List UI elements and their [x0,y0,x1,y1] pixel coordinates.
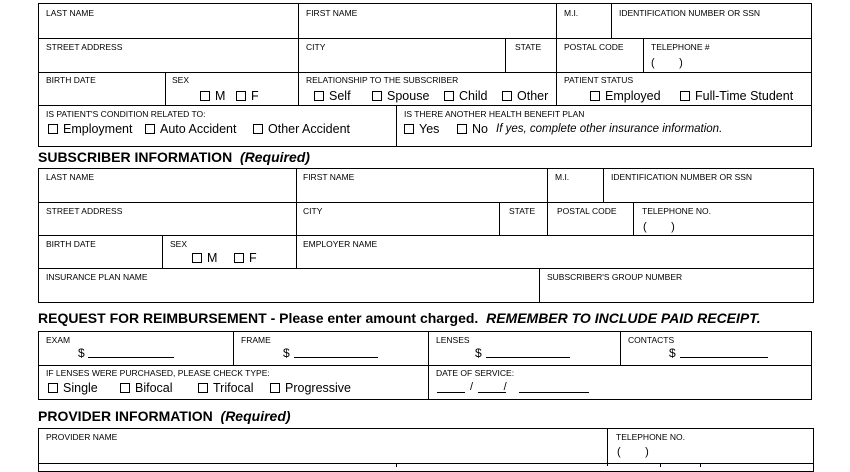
patient-postal-label: POSTAL CODE [564,42,624,52]
patient-sex-label: SEX [172,75,190,85]
relationship-spouse-checkbox[interactable] [372,89,429,103]
subscriber-street-label: STREET ADDRESS [46,206,123,216]
exam-dollar-sign: $ [78,346,85,360]
patient-state-label: STATE [515,42,542,52]
option-label: Other [517,89,549,103]
provider-section-title [38,408,291,424]
patient-birth-label: BIRTH DATE [46,75,96,85]
checkbox-icon [680,91,690,101]
subscriber-birth-label: BIRTH DATE [46,239,96,249]
date-month-field[interactable] [437,392,465,393]
option-label: No [472,122,488,136]
option-label: Auto Accident [160,122,237,136]
divider [547,202,548,235]
checkbox-icon [372,91,382,101]
divider [298,3,299,38]
patient-last-name-label: LAST NAME [46,8,95,18]
patient-sex-m-checkbox[interactable] [200,89,225,103]
divider [396,463,397,467]
frame-amount-field[interactable] [294,357,378,358]
divider [505,38,506,72]
subscriber-postal-label: POSTAL CODE [557,206,617,216]
subscriber-telephone-label: TELEPHONE NO. [642,206,711,216]
divider [660,463,661,467]
exam-amount-field[interactable] [88,357,174,358]
option-label: M [207,251,218,265]
option-label: F [249,251,257,265]
checkbox-icon [120,383,130,393]
subscriber-state-label: STATE [509,206,536,216]
divider [700,463,701,467]
subscriber-first-name-label: FIRST NAME [303,172,355,182]
date-day-field[interactable] [478,392,506,393]
checkbox-icon [270,383,280,393]
exam-label: EXAM [46,335,71,345]
patient-telephone-parens: ( ) [651,57,683,69]
divider [620,331,621,365]
option-label: Employed [605,89,661,103]
section-title-text: REQUEST FOR REIMBURSEMENT - Please enter amount charged. [38,310,479,326]
relationship-self-checkbox[interactable] [314,89,351,103]
status-fulltime-student-checkbox[interactable] [680,89,793,103]
other-plan-yes-checkbox[interactable] [404,122,439,136]
divider [38,235,814,236]
lens-type-label: IF LENSES WERE PURCHASED, PLEASE CHECK TYPE: [46,368,270,378]
divider [556,72,557,105]
subscriber-last-name-label: LAST NAME [46,172,95,182]
divider [298,72,299,105]
patient-telephone-label: TELEPHONE # [651,42,710,52]
frame-label: FRAME [241,335,271,345]
required-note: (Required) [220,408,291,424]
subscriber-id-label: IDENTIFICATION NUMBER OR SSN [611,172,753,182]
receipt-reminder: REMEMBER TO INCLUDE PAID RECEIPT. [486,310,761,326]
divider [38,268,814,269]
required-note: (Required) [239,149,310,165]
frame-dollar-sign: $ [283,346,290,360]
divider [556,38,557,72]
divider [38,72,812,73]
checkbox-icon [590,91,600,101]
divider [556,3,557,38]
lens-progressive-checkbox[interactable] [270,381,351,395]
checkbox-icon [200,91,210,101]
other-plan-label: IS THERE ANOTHER HEALTH BENEFIT PLAN [404,109,585,119]
divider [296,235,297,268]
option-label: Yes [419,122,440,136]
divider [38,202,814,203]
provider-block [38,428,814,472]
subscriber-telephone-parens: ( ) [643,221,675,233]
divider [162,235,163,268]
lens-trifocal-checkbox[interactable] [198,381,254,395]
divider [643,38,644,72]
checkbox-icon [198,383,208,393]
contacts-dollar-sign: $ [669,346,676,360]
patient-city-label: CITY [306,42,326,52]
divider [38,38,812,39]
lenses-dollar-sign: $ [475,346,482,360]
checkbox-icon [457,124,467,134]
insurance-plan-name-label: INSURANCE PLAN NAME [46,272,148,282]
subscriber-mi-label: M.I. [555,172,570,182]
checkbox-icon [48,124,58,134]
divider [611,3,612,38]
divider [296,202,297,235]
option-label: M [215,89,226,103]
divider [298,38,299,72]
relationship-child-checkbox[interactable] [444,89,488,103]
condition-employment-checkbox[interactable] [48,122,132,136]
condition-other-accident-checkbox[interactable] [253,122,350,136]
provider-telephone-label: TELEPHONE NO. [616,432,685,442]
divider [607,428,608,466]
checkbox-icon [444,91,454,101]
subscriber-city-label: CITY [303,206,323,216]
lens-single-checkbox[interactable] [48,381,98,395]
subscriber-sex-label: SEX [170,239,188,249]
option-label: Other Accident [268,122,350,136]
lenses-amount-field[interactable] [486,357,570,358]
option-label: Child [459,89,488,103]
checkbox-icon [48,383,58,393]
lens-bifocal-checkbox[interactable] [120,381,173,395]
divider [296,168,297,202]
date-of-service-label: DATE OF SERVICE: [436,368,515,378]
reimbursement-section-title [38,310,761,326]
checkbox-icon [502,91,512,101]
other-plan-no-checkbox[interactable] [457,122,488,136]
patient-id-label: IDENTIFICATION NUMBER OR SSN [619,8,761,18]
checkbox-icon [404,124,414,134]
date-year-field[interactable] [519,392,589,393]
option-label: Self [329,89,351,103]
checkbox-icon [314,91,324,101]
relationship-label: RELATIONSHIP TO THE SUBSCRIBER [306,75,459,85]
option-label: Employment [63,122,133,136]
checkbox-icon [234,253,244,263]
option-label: Trifocal [213,381,254,395]
divider [38,105,812,106]
divider [428,331,429,365]
option-label: Spouse [387,89,430,103]
other-plan-note: If yes, complete other insurance information. [496,123,723,135]
checkbox-icon [236,91,246,101]
subscriber-group-number-label: SUBSCRIBER'S GROUP NUMBER [547,272,683,282]
patient-status-label: PATIENT STATUS [564,75,634,85]
option-label: Full-Time Student [695,89,794,103]
checkbox-icon [253,124,263,134]
option-label: Bifocal [135,381,173,395]
divider [165,72,166,105]
subscriber-employer-label: EMPLOYER NAME [303,239,378,249]
contacts-amount-field[interactable] [680,357,768,358]
divider [603,168,604,202]
divider [38,463,814,464]
contacts-label: CONTACTS [628,335,675,345]
relationship-other-checkbox[interactable] [502,89,548,103]
divider [633,202,634,235]
divider [428,365,429,400]
provider-telephone-parens: ( ) [617,446,649,458]
checkbox-icon [145,124,155,134]
date-separators: / / [470,381,507,393]
divider [233,331,234,365]
section-title-text: PROVIDER INFORMATION [38,408,213,424]
divider [499,202,500,235]
checkbox-icon [192,253,202,263]
patient-sex-f-checkbox[interactable] [236,89,259,103]
option-label: Single [63,381,98,395]
section-title-text: SUBSCRIBER INFORMATION [38,149,233,165]
subscriber-sex-f-checkbox[interactable] [234,251,257,265]
subscriber-sex-m-checkbox[interactable] [192,251,217,265]
option-label: F [251,89,259,103]
condition-auto-accident-checkbox[interactable] [145,122,236,136]
divider [396,105,397,147]
option-label: Progressive [285,381,351,395]
lenses-label: LENSES [436,335,470,345]
patient-mi-label: M.I. [564,8,579,18]
subscriber-section-title [38,149,310,165]
provider-name-label: PROVIDER NAME [46,432,118,442]
status-employed-checkbox[interactable] [590,89,661,103]
divider [38,365,812,366]
divider [547,168,548,202]
divider [539,268,540,303]
patient-street-label: STREET ADDRESS [46,42,123,52]
condition-label: IS PATIENT'S CONDITION RELATED TO: [46,109,206,119]
patient-first-name-label: FIRST NAME [306,8,358,18]
